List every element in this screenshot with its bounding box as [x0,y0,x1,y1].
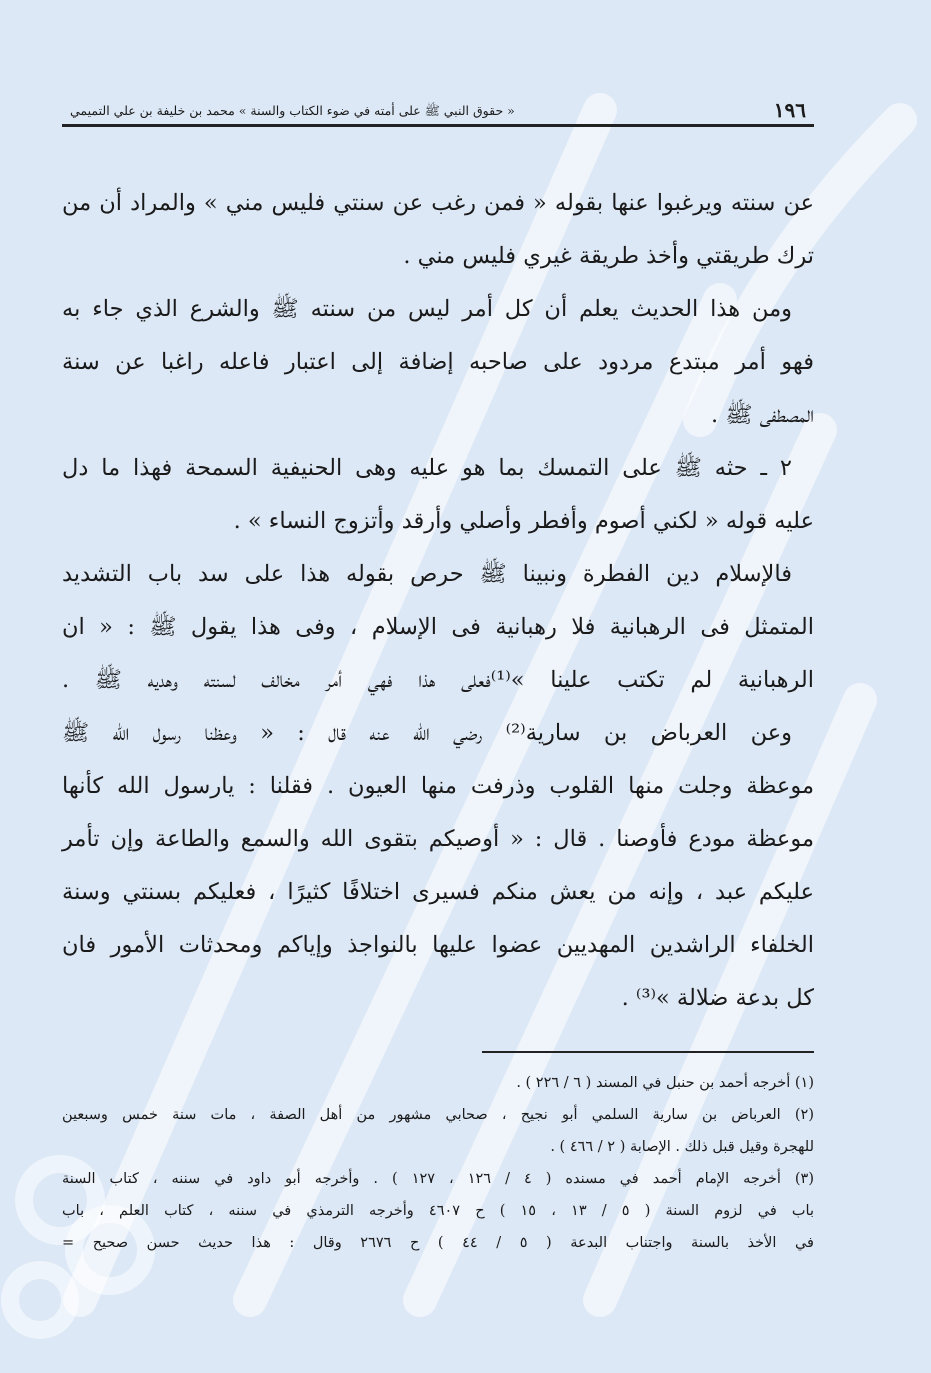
text-line: عن سنته ويرغبوا عنها بقوله « فمن رغب عن سنتي فليس مني » والمراد أن من [62,190,814,216]
document-page [62,88,814,1259]
footnote-line: في الأخذ بالسنة واجتناب البدعة ( ٥ / ٤٤ ) ح ٢٦٧٦ وقال : هذا حديث حسن صحيح = [62,1235,814,1251]
text-line: المصطفى ﷺ . [711,402,814,428]
text-line: موعظة وجلت منها القلوب وذرفت منها العيون . فقلنا : يارسول الله كأنها [62,773,814,799]
text-line: وعن العرباض بن سارية⁽²⁾ رضي الله عنه قال : « وعظنا رسول الله ﷺ [62,720,792,746]
text-line: المتمثل فى الرهبانية فلا رهبانية فى الإسلام ، وفى هذا يقول ﷺ : « ان [62,614,814,640]
text-line: موعظة مودع فأوصنا . قال : « أوصيكم بتقوى الله والسمع والطاعة وإن تأمر [62,826,814,852]
text-line: كل بدعة ضلالة »⁽³⁾ . [621,985,814,1011]
text-line: الخلفاء الراشدين المهديين عضوا عليها بالنواجذ وإياكم ومحدثات الأمور فان [62,932,814,958]
page-header [62,88,814,127]
text-line: فالإسلام دين الفطرة ونبينا ﷺ حرص بقوله هذا على سد باب التشديد [62,561,792,587]
page-number: ١٩٦ [773,98,806,122]
text-line: ترك طريقتي وأخذ طريقة غيري فليس مني . [403,243,814,269]
footnote-line: باب في لزوم السنة ( ٥ / ١٣ ، ١٥ ) ح ٤٦٠٧ وأخرجه الترمذي في سننه ، كتاب العلم ، باب [62,1203,814,1219]
footnote-line: (٣) أخرجه الإمام أحمد في مسنده ( ٤ / ١٢٦ ، ١٢٧ ) . وأخرجه أبو داود في سننه ، كتاب السنة [62,1171,814,1187]
footnote-line: للهجرة وقيل قبل ذلك . الإصابة ( ٢ / ٤٦٦ ) . [550,1139,814,1155]
text-line: الرهبانية لم تكتب علينا »⁽¹⁾فعلى هذا فهي أمر مخالف لسنته وهديه ﷺ . [62,667,814,693]
text-line: عليه قوله « لكني أصوم وأفطر وأصلي وأرقد وأتزوج النساء » . [233,508,814,534]
footnote-separator [482,1051,814,1053]
footnote-line: (١) أخرجه أحمد بن حنبل في المسند ( ٦ / ٢٢٦ ) . [516,1075,814,1091]
text-line: ومن هذا الحديث يعلم أن كل أمر ليس من سنته ﷺ والشرع الذي جاء به [62,296,792,322]
text-line: عليكم عبد ، وإنه من يعش منكم فسيرى اختلافًا كثيرًا ، فعليكم بسنتي وسنة [62,879,814,905]
running-title: « حقوق النبي ﷺ على أمته في ضوء الكتاب والسنة » محمد بن خليفة بن علي التميمي [70,103,515,118]
text-line: فهو أمر مبتدع مردود على صاحبه إضافة إلى اعتبار فاعله راغبا عن سنة [62,349,814,375]
footnotes [62,1067,814,1259]
footnote-line: (٢) العرباض بن سارية السلمي أبو نجيح ، صحابي مشهور من أهل الصفة ، مات سنة خمس وسبعين [62,1107,814,1123]
body-text [62,177,814,1025]
text-line: ٢ ـ حثه ﷺ على التمسك بما هو عليه وهى الحنيفية السمحة فهذا ما دل [62,455,792,481]
